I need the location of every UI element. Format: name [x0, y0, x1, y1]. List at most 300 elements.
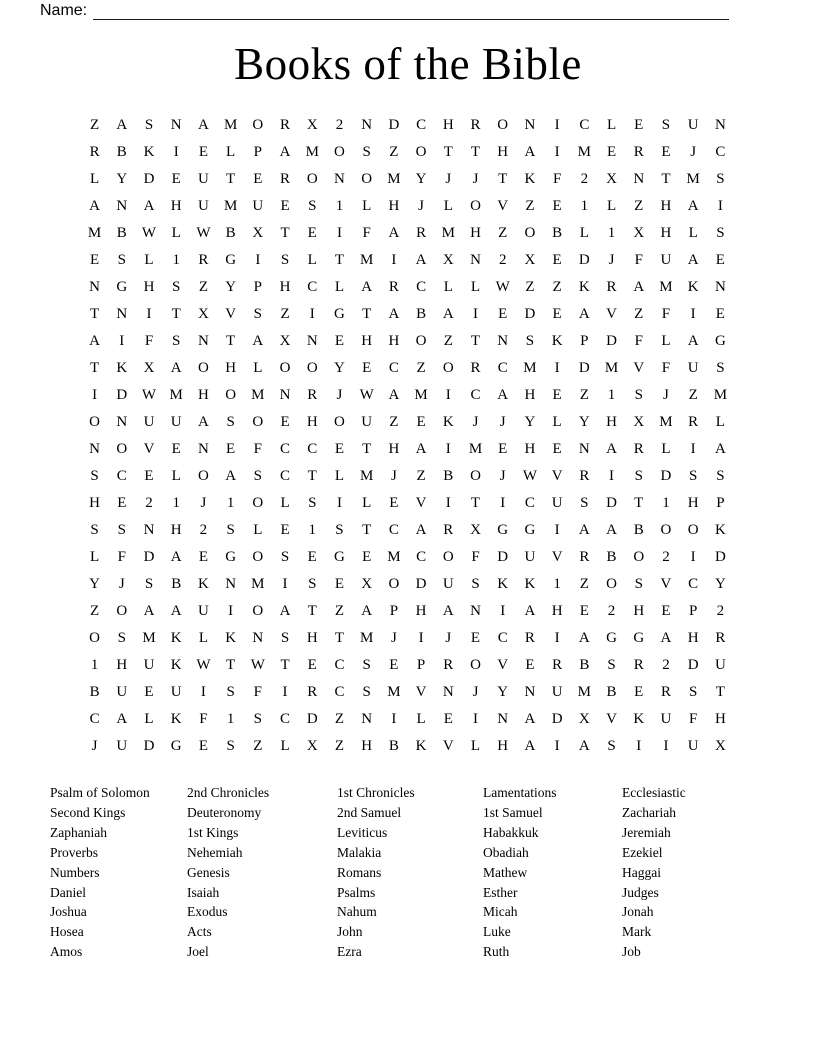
grid-letter: F: [253, 684, 263, 700]
grid-letter: Y: [89, 576, 101, 592]
word-list-item: Ezra: [337, 944, 362, 960]
grid-letter: R: [715, 630, 726, 646]
grid-letter: O: [198, 360, 209, 376]
grid-letter: Z: [416, 360, 426, 376]
grid-letter: M: [523, 360, 537, 376]
grid-letter: I: [336, 495, 342, 511]
grid-letter: J: [690, 144, 697, 160]
grid-letter: S: [226, 738, 235, 754]
grid-letter: K: [170, 711, 182, 727]
grid-letter: O: [687, 522, 699, 538]
grid-letter: G: [225, 252, 237, 268]
grid-letter: U: [687, 738, 699, 754]
grid-letter: Y: [116, 171, 128, 187]
grid-letter: Z: [579, 576, 589, 592]
word-list-item: Malakia: [337, 844, 382, 860]
grid-letter: O: [334, 144, 345, 160]
grid-letter: T: [307, 603, 317, 619]
grid-letter: E: [198, 144, 209, 160]
grid-letter: M: [577, 144, 592, 160]
word-list-item: Obadiah: [483, 844, 529, 860]
word-list-item: Job: [622, 944, 641, 960]
grid-letter: A: [143, 198, 155, 214]
grid-letter: A: [361, 279, 373, 295]
grid-letter: L: [90, 549, 100, 565]
word-list-item: 1st Kings: [187, 824, 239, 840]
grid-letter: O: [606, 576, 617, 592]
grid-letter: O: [415, 333, 427, 349]
grid-letter: O: [252, 549, 264, 565]
grid-letter: E: [362, 549, 372, 565]
word-list-column: [483, 783, 622, 962]
grid-letter: I: [554, 738, 560, 754]
grid-letter: Z: [552, 279, 562, 295]
grid-letter: E: [715, 252, 725, 268]
grid-letter: W: [495, 279, 510, 295]
grid-letter: R: [443, 657, 454, 673]
grid-letter: G: [116, 279, 128, 295]
grid-letter: J: [390, 630, 397, 646]
word-list-item: Micah: [483, 904, 518, 920]
grid-letter: S: [661, 117, 671, 133]
grid-letter: T: [90, 306, 100, 322]
grid-letter: T: [226, 333, 236, 349]
grid-letter: G: [225, 549, 237, 565]
grid-letter: N: [714, 279, 726, 295]
grid-letter: A: [361, 603, 373, 619]
grid-letter: N: [524, 117, 536, 133]
grid-letter: O: [252, 495, 264, 511]
grid-letter: T: [715, 684, 725, 700]
grid-letter: F: [661, 360, 671, 376]
name-fill-line: [93, 4, 729, 20]
grid-letter: L: [280, 495, 290, 511]
grid-letter: M: [360, 468, 374, 484]
grid-letter: R: [688, 414, 699, 430]
grid-letter: A: [89, 198, 101, 214]
grid-letter: R: [443, 522, 454, 538]
word-list-item: Zachariah: [622, 804, 676, 820]
grid-letter: O: [116, 603, 128, 619]
grid-letter: R: [280, 171, 291, 187]
grid-letter: M: [414, 387, 428, 403]
grid-letter: D: [388, 117, 400, 133]
grid-letter: A: [170, 603, 182, 619]
grid-letter: N: [116, 198, 128, 214]
word-list: [50, 783, 770, 962]
grid-letter: I: [391, 252, 397, 268]
grid-letter: U: [170, 684, 182, 700]
grid-letter: L: [198, 630, 209, 646]
grid-letter: N: [170, 117, 182, 133]
grid-letter: Y: [225, 279, 237, 295]
grid-letter: S: [471, 576, 480, 592]
grid-letter: U: [442, 576, 454, 592]
grid-letter: 1: [172, 495, 180, 511]
grid-letter: I: [282, 576, 288, 592]
word-list-column: [187, 783, 337, 962]
grid-letter: V: [606, 711, 617, 727]
grid-letter: K: [687, 279, 699, 295]
grid-letter: E: [661, 603, 671, 619]
grid-letter: P: [253, 144, 263, 160]
grid-letter: P: [389, 603, 399, 619]
grid-letter: R: [470, 360, 481, 376]
grid-letter: E: [171, 441, 181, 457]
grid-letter: I: [309, 306, 315, 322]
grid-letter: D: [497, 549, 509, 565]
grid-letter: D: [116, 387, 128, 403]
grid-letter: V: [660, 576, 672, 592]
grid-letter: D: [143, 549, 155, 565]
grid-letter: M: [468, 441, 483, 457]
grid-letter: F: [634, 333, 643, 349]
grid-letter: Z: [634, 198, 644, 214]
grid-letter: N: [306, 333, 318, 349]
grid-letter: A: [279, 144, 291, 160]
grid-letter: F: [253, 441, 263, 457]
grid-letter: F: [689, 711, 698, 727]
grid-letter: I: [445, 387, 451, 403]
grid-letter: Y: [578, 414, 590, 430]
grid-letter: S: [280, 252, 290, 268]
grid-letter: L: [661, 333, 671, 349]
grid-letter: M: [659, 279, 673, 295]
grid-letter: H: [388, 333, 400, 349]
grid-letter: S: [308, 495, 317, 511]
grid-letter: T: [226, 171, 236, 187]
grid-letter: O: [415, 144, 427, 160]
grid-letter: L: [715, 414, 725, 430]
grid-letter: W: [196, 225, 211, 241]
grid-letter: X: [606, 171, 617, 187]
grid-letter: 2: [662, 657, 670, 673]
grid-letter: A: [415, 522, 427, 538]
grid-letter: C: [416, 279, 427, 295]
grid-letter: R: [198, 252, 209, 268]
grid-letter: O: [252, 117, 264, 133]
grid-letter: P: [580, 333, 589, 349]
grid-letter: 1: [308, 522, 317, 538]
grid-letter: F: [144, 333, 154, 349]
grid-letter: K: [524, 576, 536, 592]
grid-letter: V: [606, 306, 617, 322]
grid-letter: L: [443, 279, 453, 295]
grid-letter: E: [416, 414, 426, 430]
grid-letter: D: [143, 171, 155, 187]
grid-letter: F: [634, 252, 643, 268]
grid-letter: M: [604, 360, 619, 376]
grid-letter: J: [499, 468, 506, 484]
grid-letter: L: [144, 252, 154, 268]
grid-letter: H: [687, 630, 699, 646]
grid-letter: X: [578, 711, 590, 727]
grid-letter: T: [334, 252, 345, 268]
grid-letter: S: [716, 225, 725, 241]
grid-letter: N: [279, 387, 291, 403]
grid-letter: C: [688, 576, 699, 592]
grid-letter: B: [171, 576, 182, 592]
grid-letter: I: [445, 441, 451, 457]
grid-letter: N: [116, 414, 128, 430]
grid-letter: I: [473, 306, 479, 322]
grid-letter: S: [144, 576, 154, 592]
grid-letter: D: [714, 549, 726, 565]
grid-letter: O: [252, 414, 264, 430]
grid-letter: E: [280, 414, 290, 430]
grid-letter: S: [689, 468, 698, 484]
grid-letter: X: [633, 225, 645, 241]
grid-letter: B: [443, 468, 454, 484]
grid-letter: L: [253, 522, 263, 538]
grid-letter: M: [360, 630, 374, 646]
grid-letter: K: [225, 630, 237, 646]
word-list-item: Habakkuk: [483, 824, 539, 840]
grid-letter: E: [226, 441, 236, 457]
grid-letter: O: [633, 549, 645, 565]
grid-letter: N: [361, 711, 373, 727]
grid-letter: K: [497, 576, 509, 592]
grid-letter: S: [580, 495, 589, 511]
grid-letter: 1: [226, 495, 235, 511]
grid-letter: E: [498, 306, 508, 322]
grid-letter: J: [200, 495, 207, 511]
word-list-item: Daniel: [50, 884, 86, 900]
grid-letter: A: [89, 333, 101, 349]
grid-letter: S: [607, 738, 616, 754]
grid-letter: S: [335, 522, 344, 538]
grid-letter: I: [391, 711, 397, 727]
grid-letter: U: [198, 171, 209, 187]
grid-letter: R: [633, 144, 644, 160]
grid-letter: L: [334, 468, 345, 484]
grid-letter: V: [225, 306, 237, 322]
grid-letter: E: [661, 144, 671, 160]
grid-letter: L: [443, 198, 453, 214]
grid-letter: J: [336, 387, 343, 403]
grid-letter: E: [498, 441, 508, 457]
grid-letter: A: [442, 603, 454, 619]
grid-letter: S: [634, 468, 643, 484]
grid-letter: C: [280, 711, 291, 727]
grid-letter: E: [253, 171, 263, 187]
grid-letter: C: [280, 441, 291, 457]
grid-letter: B: [116, 144, 127, 160]
grid-letter: U: [143, 657, 155, 673]
grid-letter: D: [606, 333, 617, 349]
grid-letter: O: [225, 387, 237, 403]
grid-letter: L: [144, 711, 154, 727]
grid-letter: S: [362, 144, 371, 160]
grid-letter: T: [362, 306, 372, 322]
grid-letter: E: [606, 144, 617, 160]
grid-letter: Z: [579, 387, 589, 403]
grid-letter: X: [279, 333, 291, 349]
grid-letter: Z: [389, 414, 399, 430]
grid-letter: E: [362, 360, 372, 376]
grid-letter: A: [578, 630, 590, 646]
grid-letter: E: [715, 306, 725, 322]
grid-letter: 1: [553, 576, 561, 592]
grid-letter: H: [170, 522, 182, 538]
grid-letter: X: [198, 306, 209, 322]
grid-letter: Z: [498, 225, 508, 241]
grid-letter: T: [470, 333, 481, 349]
grid-letter: O: [470, 468, 481, 484]
grid-letter: O: [442, 549, 454, 565]
grid-letter: I: [554, 117, 560, 133]
grid-letter: V: [633, 360, 645, 376]
grid-letter: W: [141, 387, 157, 403]
grid-letter: 2: [716, 603, 725, 619]
grid-letter: O: [470, 198, 481, 214]
word-list-item: Lamentations: [483, 785, 557, 800]
grid-letter: A: [252, 333, 264, 349]
grid-letter: M: [251, 387, 265, 403]
grid-letter: I: [228, 603, 234, 619]
grid-letter: Z: [389, 144, 399, 160]
grid-letter: J: [472, 684, 479, 700]
grid-letter: E: [198, 549, 209, 565]
grid-letter: Z: [334, 738, 345, 754]
grid-letter: X: [442, 252, 454, 268]
grid-letter: L: [470, 738, 481, 754]
grid-letter: R: [416, 225, 427, 241]
grid-letter: U: [116, 684, 128, 700]
grid-letter: M: [713, 387, 728, 403]
grid-letter: Y: [714, 576, 726, 592]
grid-letter: I: [445, 495, 451, 511]
name-row: [40, 2, 729, 20]
grid-letter: L: [307, 252, 317, 268]
grid-letter: T: [443, 144, 453, 160]
grid-letter: V: [415, 684, 427, 700]
grid-letter: J: [91, 738, 98, 754]
grid-letter: O: [306, 360, 318, 376]
word-list-item: Nahum: [337, 904, 377, 920]
grid-letter: C: [116, 468, 127, 484]
grid-letter: L: [416, 711, 426, 727]
word-list-item: Zaphaniah: [50, 824, 107, 840]
grid-letter: H: [388, 198, 400, 214]
grid-letter: M: [577, 684, 592, 700]
grid-letter: O: [442, 360, 454, 376]
grid-letter: N: [116, 306, 128, 322]
grid-letter: X: [143, 360, 155, 376]
grid-letter: A: [524, 738, 536, 754]
grid-letter: B: [116, 225, 127, 241]
grid-letter: H: [116, 657, 128, 673]
word-list-item: Haggai: [622, 864, 661, 880]
grid-letter: Z: [280, 306, 290, 322]
grid-letter: X: [524, 252, 536, 268]
grid-letter: K: [442, 414, 454, 430]
grid-letter: K: [116, 360, 128, 376]
grid-letter: J: [499, 414, 506, 430]
grid-letter: H: [388, 441, 400, 457]
grid-letter: E: [579, 603, 589, 619]
grid-letter: O: [89, 414, 101, 430]
grid-letter: S: [716, 468, 725, 484]
grid-letter: F: [199, 711, 208, 727]
grid-letter: I: [255, 252, 261, 268]
grid-letter: I: [554, 360, 560, 376]
grid-letter: A: [388, 225, 400, 241]
grid-letter: B: [633, 522, 644, 538]
grid-letter: V: [497, 198, 509, 214]
grid-letter: I: [609, 468, 615, 484]
word-list-item: Psalms: [337, 884, 376, 900]
grid-letter: X: [306, 738, 318, 754]
grid-letter: L: [661, 441, 671, 457]
grid-letter: J: [472, 171, 479, 187]
grid-letter: U: [660, 252, 672, 268]
grid-letter: J: [608, 252, 615, 268]
grid-letter: D: [524, 306, 536, 322]
grid-letter: U: [361, 414, 373, 430]
grid-letter: A: [415, 252, 427, 268]
grid-letter: 1: [662, 495, 670, 511]
grid-letter: S: [634, 387, 643, 403]
grid-letter: Y: [497, 684, 509, 700]
grid-letter: X: [252, 225, 264, 241]
grid-letter: Z: [198, 279, 209, 295]
grid-letter: U: [198, 603, 209, 619]
word-list-item: 2nd Samuel: [337, 804, 402, 820]
grid-letter: U: [687, 360, 699, 376]
word-list-column: [50, 783, 187, 962]
word-list-item: Ruth: [483, 944, 510, 960]
grid-letter: E: [443, 711, 453, 727]
word-list-item: Psalm of Solomon: [50, 785, 150, 800]
grid-letter: W: [522, 468, 538, 484]
grid-letter: R: [606, 279, 617, 295]
grid-letter: E: [389, 657, 399, 673]
grid-letter: E: [334, 576, 345, 592]
grid-letter: S: [117, 630, 126, 646]
grid-letter: T: [226, 657, 236, 673]
grid-letter: J: [472, 414, 479, 430]
grid-letter: A: [524, 144, 536, 160]
grid-letter: A: [578, 306, 590, 322]
grid-letter: N: [143, 522, 155, 538]
grid-letter: Z: [525, 279, 535, 295]
grid-letter: L: [253, 360, 263, 376]
grid-letter: J: [445, 171, 452, 187]
grid-letter: Z: [334, 711, 345, 727]
grid-letter: R: [524, 630, 535, 646]
grid-letter: S: [226, 522, 235, 538]
grid-letter: C: [579, 117, 590, 133]
grid-letter: G: [714, 333, 726, 349]
grid-letter: C: [497, 630, 508, 646]
word-list-item: Esther: [483, 884, 518, 900]
grid-letter: A: [116, 117, 128, 133]
grid-letter: T: [362, 441, 372, 457]
grid-letter: L: [280, 738, 290, 754]
grid-letter: I: [336, 225, 342, 241]
grid-letter: A: [143, 603, 155, 619]
grid-letter: N: [198, 441, 209, 457]
grid-letter: S: [716, 360, 725, 376]
grid-letter: K: [714, 522, 726, 538]
grid-letter: R: [552, 657, 563, 673]
grid-letter: M: [360, 252, 374, 268]
grid-letter: S: [253, 468, 263, 484]
grid-letter: N: [442, 684, 454, 700]
grid-letter: M: [169, 387, 183, 403]
grid-letter: A: [116, 711, 128, 727]
